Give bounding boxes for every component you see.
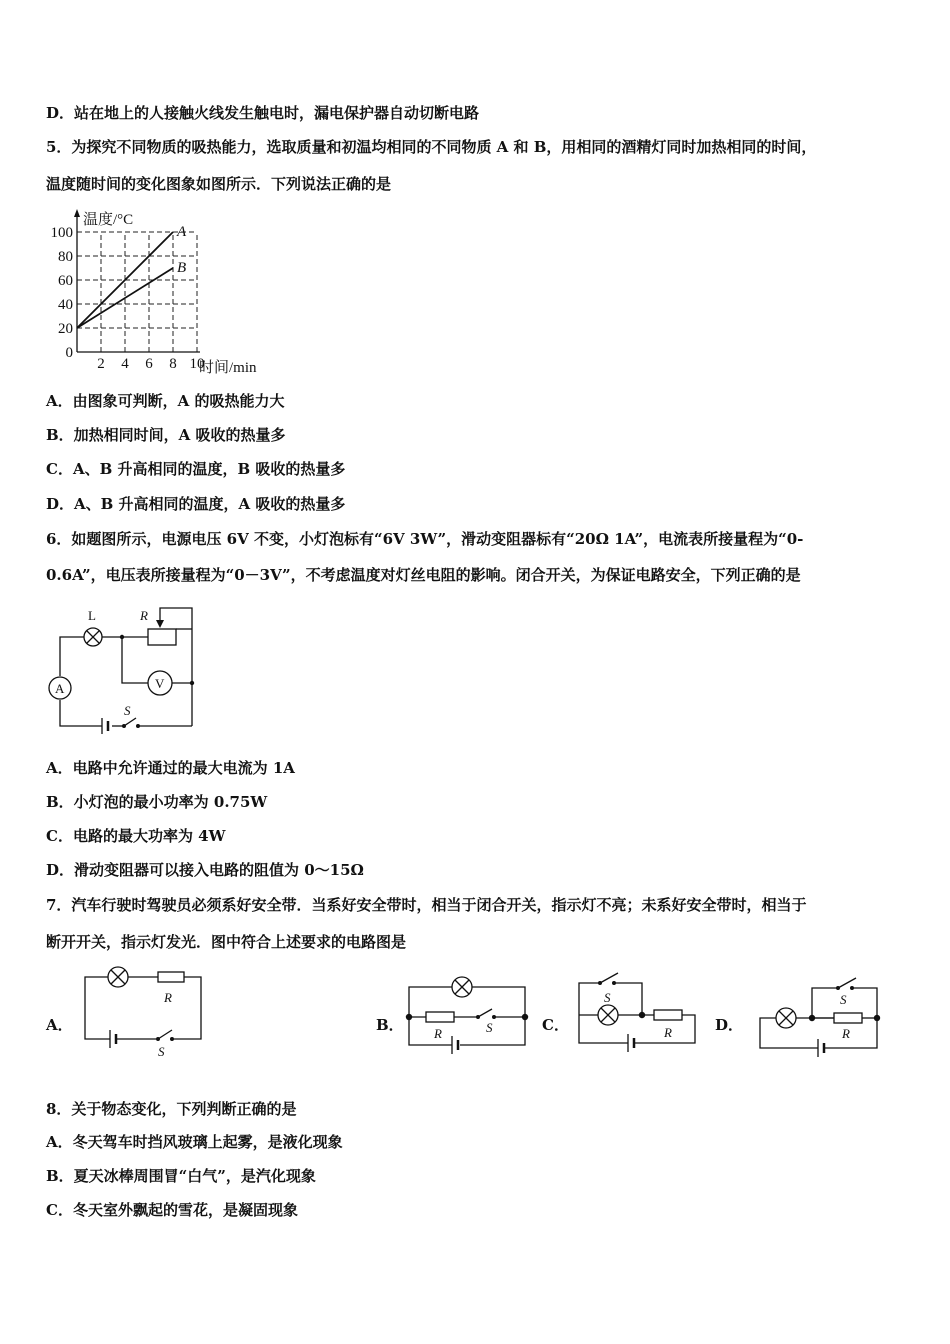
rheostat-label: R	[140, 608, 148, 623]
q7-circuit-d	[752, 968, 892, 1068]
series-label-a: A	[177, 224, 187, 240]
y-tick-label: 80	[58, 249, 73, 265]
q7b-switch-label: S	[486, 1020, 493, 1035]
q5-option-b: B．加热相同时间，A 吸收的热量多	[46, 426, 286, 444]
x-tick-label: 10	[189, 356, 205, 372]
q6-stem-line-2: 0.6A”，电压表所接量程为“0－3V”，不考虑温度对灯丝电阻的影响。闭合开关，为保证电路安全，下列正确的是	[46, 566, 801, 584]
q5-stem-line-1: 5．为探究不同物质的吸热能力，选取质量和初温均相同的不同物质 A 和 B，用相同的酒精灯同时加热相同的时间，	[46, 138, 817, 156]
q7a-switch-label: S	[158, 1044, 165, 1059]
q7-option-d-label: D．	[715, 1016, 744, 1034]
q6-option-b: B．小灯泡的最小功率为 0.75W	[46, 793, 268, 811]
q8-option-a: A．冬天驾车时挡风玻璃上起雾，是液化现象	[46, 1133, 343, 1151]
q6-option-c: C．电路的最大功率为 4W	[46, 827, 226, 845]
x-tick-label: 2	[97, 356, 105, 372]
q6-option-a: A．电路中允许通过的最大电流为 1A	[46, 759, 295, 777]
q6-circuit-diagram	[40, 600, 210, 735]
x-tick-label: 8	[169, 356, 177, 372]
ammeter-label: A	[55, 681, 65, 696]
q6-stem-line-1: 6．如题图所示，电源电压 6V 不变，小灯泡标有“6V 3W”，滑动变阻器标有“20Ω 1A”，电流表所接量程为“0-	[46, 530, 804, 548]
q4-option-d: D．站在地上的人接触火线发生触电时，漏电保护器自动切断电路	[46, 104, 480, 122]
q8-option-c: C．冬天室外飘起的雪花，是凝固现象	[46, 1201, 298, 1219]
y-tick-label: 20	[58, 321, 73, 337]
q7d-resistor-label: R	[842, 1026, 850, 1041]
q5-option-d: D．A、B 升高相同的温度，A 吸收的热量多	[46, 495, 346, 513]
y-tick-label: 40	[58, 297, 73, 313]
q7c-resistor-label: R	[664, 1025, 672, 1040]
q7-option-c-label: C．	[542, 1016, 569, 1034]
q7-circuit-a	[80, 960, 210, 1060]
series-label-b: B	[177, 260, 187, 276]
x-tick-label: 6	[145, 356, 153, 372]
q5-stem-line-2: 温度随时间的变化图象如图所示．下列说法正确的是	[46, 175, 392, 193]
rheostat-symbol	[148, 629, 176, 645]
y-axis-label: 温度/°C	[83, 212, 134, 228]
q8-option-b: B．夏天冰棒周围冒“白气”，是汽化现象	[46, 1167, 316, 1185]
q7d-switch-label: S	[840, 992, 847, 1007]
temperature-time-chart	[40, 205, 300, 380]
voltmeter-label: V	[155, 676, 165, 691]
q7b-resistor-label: R	[434, 1026, 442, 1041]
switch-label: S	[124, 703, 131, 718]
q7c-switch-label: S	[604, 990, 611, 1005]
y-tick-label: 100	[50, 225, 73, 241]
q5-option-c: C．A、B 升高相同的温度，B 吸收的热量多	[46, 460, 346, 478]
q7-circuit-b	[400, 965, 535, 1065]
y-axis-arrow	[74, 209, 80, 217]
q7-stem-line-1: 7．汽车行驶时驾驶员必须系好安全带．当系好安全带时，相当于闭合开关，指示灯不亮；未系好安全带时，相当于	[46, 896, 807, 914]
q7a-resistor-label: R	[164, 990, 172, 1005]
lamp-label: L	[88, 608, 96, 623]
q6-option-d: D．滑动变阻器可以接入电路的阻值为 0～15Ω	[46, 861, 364, 879]
x-axis-label: 时间/min	[199, 360, 257, 376]
q7-option-a-label: A．	[46, 1016, 73, 1034]
q5-option-a: A．由图象可判断，A 的吸热能力大	[46, 392, 285, 410]
q8-stem: 8．关于物态变化，下列判断正确的是	[46, 1100, 297, 1118]
q7-circuit-c	[570, 965, 705, 1065]
y-tick-label: 60	[58, 273, 73, 289]
q7-stem-line-2: 断开开关，指示灯发光．图中符合上述要求的电路图是	[46, 933, 407, 951]
y-tick-label: 0	[65, 345, 73, 361]
q7-option-b-label: B．	[376, 1016, 404, 1034]
x-tick-label: 4	[121, 356, 129, 372]
